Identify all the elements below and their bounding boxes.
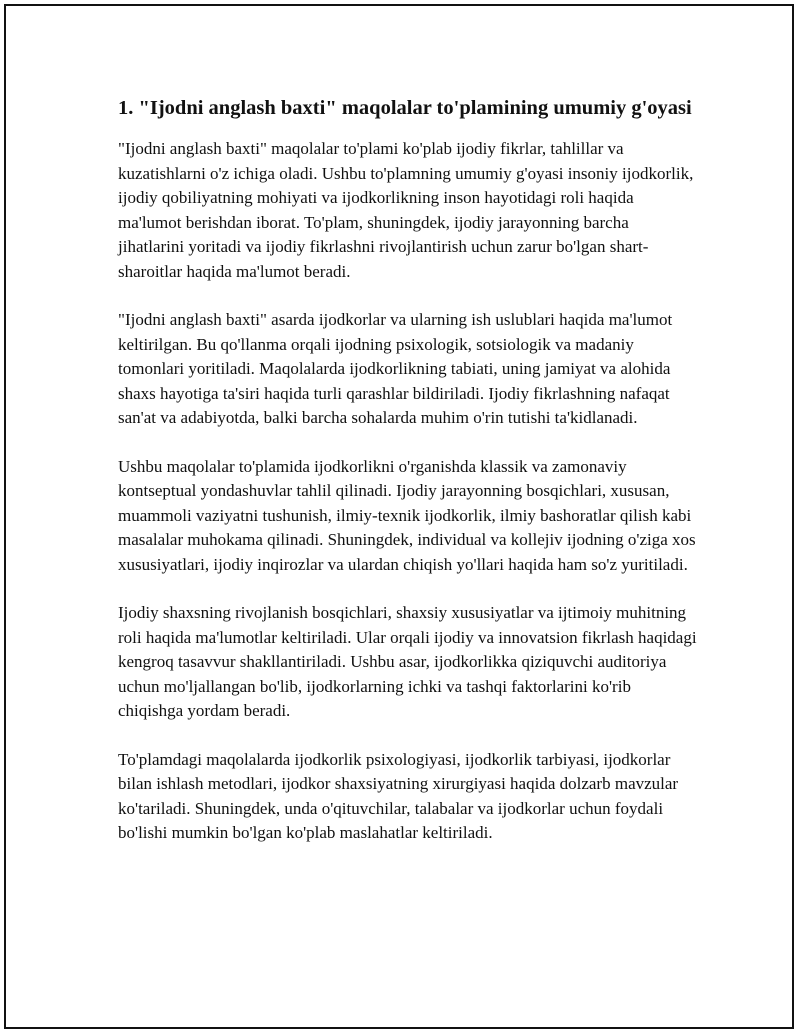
paragraph-1: "Ijodni anglash baxti" maqolalar to'plami ko'plab ijodiy fikrlar, tahlillar va kuzatishlarni o'z ichiga oladi. Ushbu to'plamning umumiy g'oyasi insoniy ijodkorlik, ijodiy qobiliyatning mohiyati va ijodkorlikning inson hayotidagi roli haqida ma'lumot berishdan iborat. To'plam, shuningdek, ijodiy jarayonning barcha jihatlarini yoritadi va ijodiy fikrlashni rivojlantirish uchun zarur bo'lgan shart-sharoitlar haqida ma'lumot beradi. [118,139,694,281]
paragraph-5: To'plamdagi maqolalarda ijodkorlik psixologiyasi, ijodkorlik tarbiyasi, ijodkorlar bilan ishlash metodlari, ijodkor shaxsiyatning xirurgiyasi haqida dolzarb mavzular ko'tariladi. Shuningdek, unda o'qituvchilar, talabalar va ijodkorlar uchun foydali bo'lishi mumkin bo'lgan ko'plab maslahatlar keltiriladi. [118,749,679,842]
section-heading: 1. "Ijodni anglash baxti" maqolalar to'plamining umumiy g'oyasi [118,97,692,119]
paragraph-4: Ijodiy shaxsning rivojlanish bosqichlari, shaxsiy xususiyatlar va ijtimoiy muhitning roli haqida ma'lumotlar keltiriladi. Ular orqali ijodiy va innovatsion fikrlash haqidagi kengroq tasavvur shakllantiriladi. Ushbu asar, ijodkorlikka qiziquvchi auditoriya uchun mo'ljallangan bo'lib, ijodkorlarning ichki va tashqi faktorlarini ko'rib chiqishga yordam beradi. [118,603,697,720]
paragraph-3: Ushbu maqolalar to'plamida ijodkorlikni o'rganishda klassik va zamonaviy kontseptual yondashuvlar tahlil qilinadi. Ijodiy jarayonning bosqichlari, xususan, muammoli vaziyatni tushunish, ilmiy-texnik ijodkorlik, ilmiy bashoratlar qilish kabi masalalar muhokama qilinadi. Shuningdek, individual va kollejiv ijodning o'ziga xos xususiyatlari, ijodiy inqirozlar va ulardan chiqish yo'llari haqida ham so'z yuritiladi. [118,456,696,574]
paragraph-2: "Ijodni anglash baxti" asarda ijodkorlar va ularning ish uslublari haqida ma'lumot keltirilgan. Bu qo'llanma orqali ijodning psixologik, sotsiologik va madaniy tomonlari yoritiladi. Maqolalarda ijodkorlikning tabiati, uning jamiyat va alohida shaxs hayotiga ta'siri haqida turli qarashlar bildiriladi. Ijodiy fikrlashning nafaqat san'at va adabiyotda, balki barcha sohalarda muhim o'rin tutishi ta'kidlanadi. [118,310,673,427]
document-body [118,94,698,870]
